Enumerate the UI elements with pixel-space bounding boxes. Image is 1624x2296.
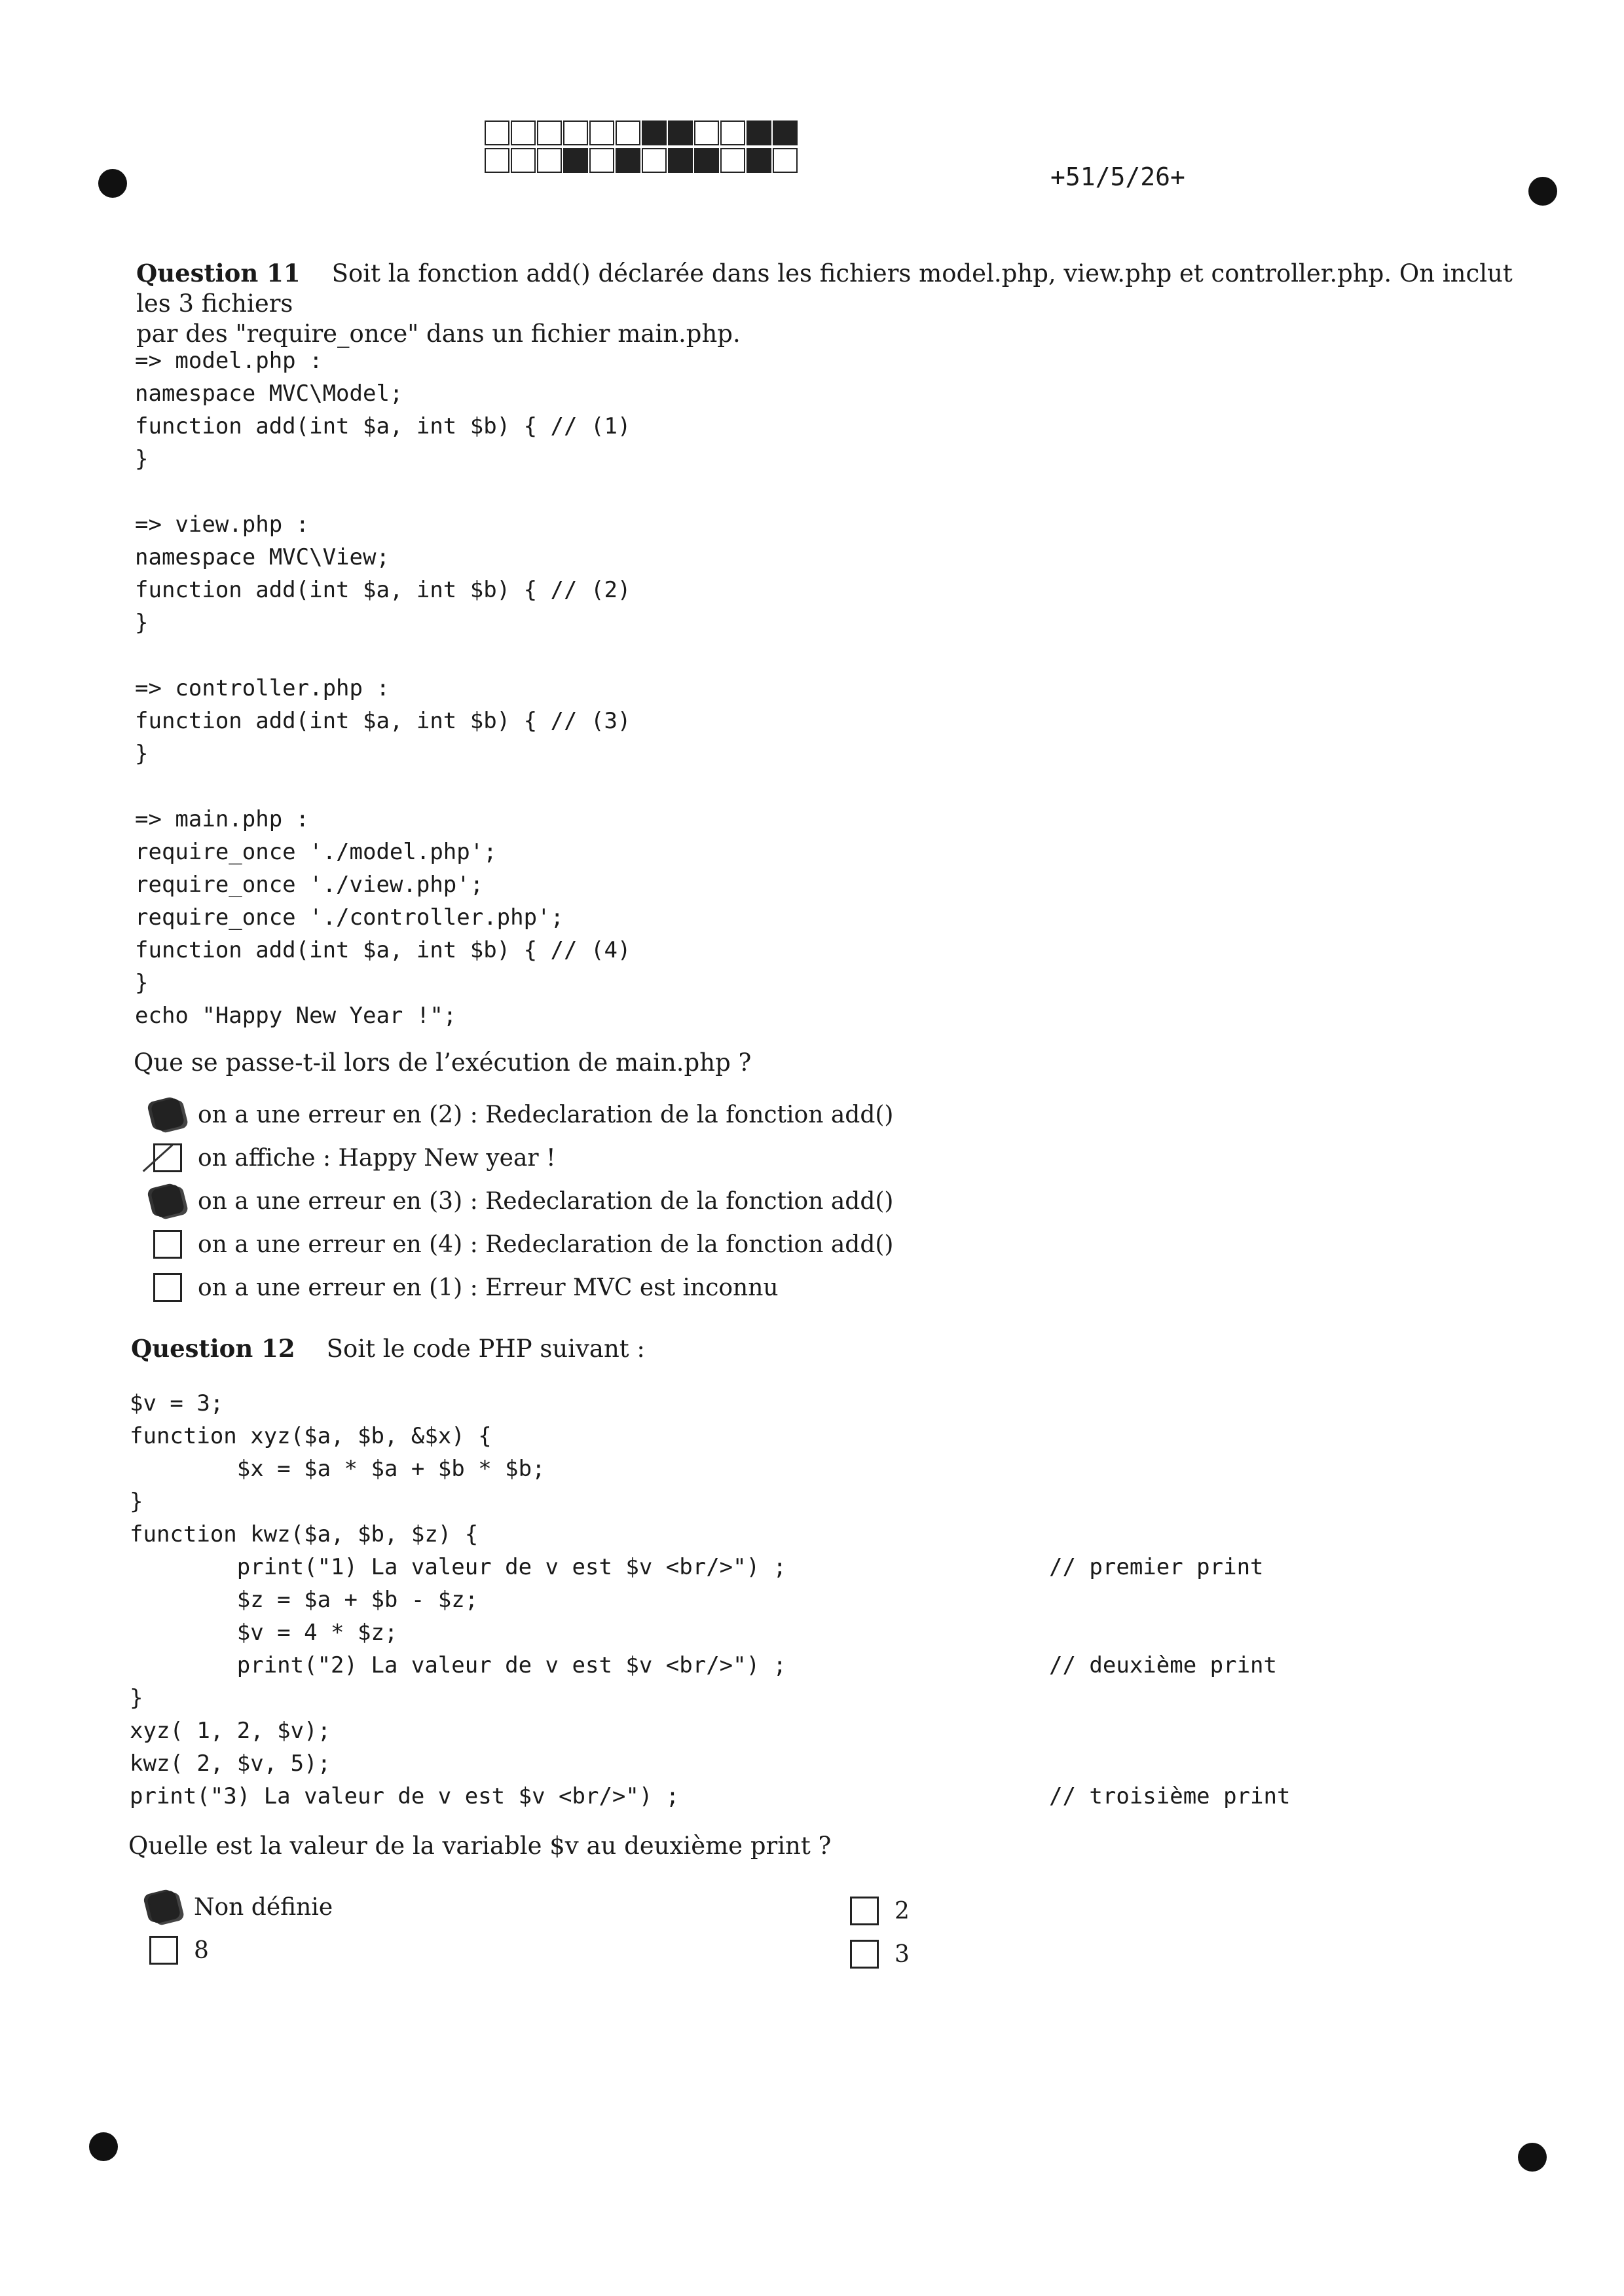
question-11-header: [136, 258, 1531, 349]
corner-marker: [89, 2132, 118, 2161]
checkbox[interactable]: [850, 1940, 879, 1969]
checkbox-checked[interactable]: [146, 1889, 181, 1924]
corner-marker: [1518, 2143, 1547, 2172]
question-12-text: Soit le code PHP suivant :: [326, 1335, 645, 1363]
checkbox[interactable]: [149, 1936, 178, 1965]
comment-deuxieme-print: // deuxième print: [1049, 1652, 1277, 1678]
comment-troisieme-print: // troisième print: [1049, 1783, 1291, 1809]
q12-choice-8[interactable]: 8: [149, 1931, 209, 1970]
q11-choice-2[interactable]: on affiche : Happy New year !: [153, 1138, 556, 1177]
question-11-text-line1: Soit la fonction add() déclarée dans les fichiers model.php, view.php et controller.php. On inclut les 3 fichiers: [136, 259, 1513, 318]
q11-choice-5[interactable]: on a une erreur en (1) : Erreur MVC est inconnu: [153, 1268, 779, 1307]
question-11-label: Question 11: [136, 259, 301, 287]
checkbox-crossed[interactable]: [153, 1143, 182, 1172]
question-12-code: $v = 3; function xyz($a, $b, &$x) { $x = $a * $a + $b * $b; } function kwz($a, $b, $z) { print("1) La valeur de v est $v <br/>") ; $z = $a + $b - $z; $v = 4 * $z; print("2) La valeur de v est $v <br/>") ; } xyz( 1, 2, $v); kwz( 2, $v, 5); print("3) La valeur de v est $v <br/>") ;: [130, 1390, 787, 1809]
page-id: +51/5/26+: [1050, 162, 1185, 191]
q11-choice-1[interactable]: on a une erreur en (2) : Redeclaration de la fonction add(): [153, 1095, 893, 1134]
checkbox[interactable]: [850, 1897, 879, 1925]
checkbox-checked[interactable]: [150, 1183, 185, 1218]
checkbox[interactable]: [153, 1273, 182, 1302]
question-11-text-line2: par des "require_once" dans un fichier main.php.: [136, 320, 741, 348]
q11-choice-4[interactable]: on a une erreur en (4) : Redeclaration de la fonction add(): [153, 1225, 893, 1264]
q12-choice-non-definie[interactable]: Non définie: [149, 1887, 333, 1927]
checkbox[interactable]: [153, 1230, 182, 1259]
checkbox-checked[interactable]: [150, 1097, 185, 1132]
barcode: [485, 120, 799, 176]
question-12-prompt: Quelle est la valeur de la variable $v au deuxième print ?: [128, 1832, 832, 1860]
question-12-header: [131, 1333, 645, 1364]
q11-choice-3[interactable]: on a une erreur en (3) : Redeclaration de la fonction add(): [153, 1181, 893, 1221]
question-12-label: Question 12: [131, 1334, 295, 1363]
question-11-code: => model.php : namespace MVC\Model; function add(int $a, int $b) { // (1) } => view.php : namespace MVC\View; function add(int $a, int $b) { // (2) } => controller.php : function add(int $a, int $b) { // (3) } => main.php : require_once './model.php'; require_once './view.php'; require_once './controller.php'; function add(int $a, int $b) { // (4) } echo "Happy New Year !";: [135, 348, 631, 1029]
q12-choice-2[interactable]: 2: [850, 1891, 910, 1931]
comment-premier-print: // premier print: [1049, 1554, 1264, 1580]
corner-marker: [1528, 177, 1557, 206]
q12-choice-3[interactable]: 3: [850, 1935, 910, 1974]
question-11-prompt: Que se passe-t-il lors de l’exécution de main.php ?: [134, 1048, 752, 1077]
corner-marker: [98, 169, 127, 198]
